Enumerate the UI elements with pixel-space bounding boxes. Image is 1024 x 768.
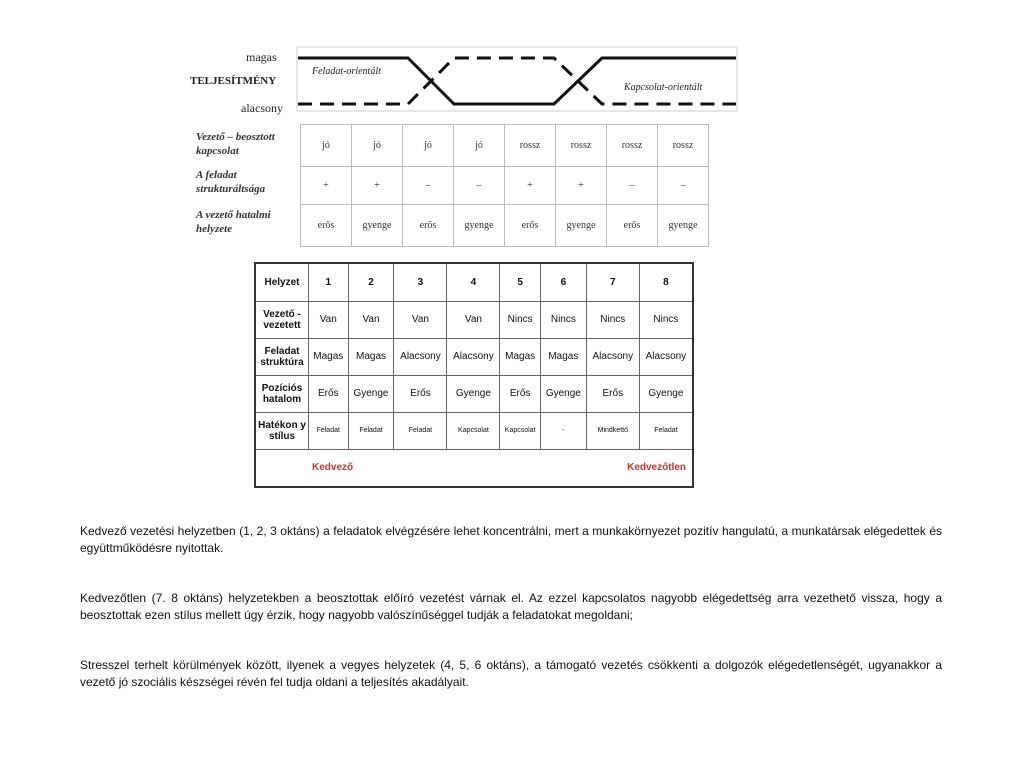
table-cell: Van [394,301,447,338]
table-cell: Gyenge [540,375,586,412]
situation-number: 1 [309,263,349,301]
table-cell: Magas [540,338,586,375]
table-cell: Alacsony [394,338,447,375]
fig-cell: erős [505,205,556,247]
table-cell: Erős [309,375,349,412]
fig-cell: rossz [505,125,556,167]
paragraph-unfavorable: Kedvezőtlen (7. 8 oktáns) helyzetekben a beosztottak előíró vezetést várnak el. Az ezzel kapcsolatos nagyobb elégedettség arra vezethető vissza, hogy a beosztottak ezen stílus mellett úgy érzik, hogy nagyobb valószínűséggel tudják a feladatokat megoldani; [80,591,942,622]
fig-cell: jó [454,125,505,167]
table-cell: Magas [500,338,540,375]
fig-cell: gyenge [658,205,709,247]
table-cell: Van [348,301,394,338]
table-cell: Gyenge [348,375,394,412]
relation-curve-label: Kapcsolat-orientált [624,82,703,93]
fig-row-label-structure: A feladat strukturáltsága [196,169,266,195]
paragraph-favorable: Kedvező vezetési helyzetben (1, 2, 3 oktáns) a feladatok elvégzésére lehet koncentrálni, mert a munkakörnyezet pozitív hangulatú, a munkatársak elégedettek és együttműködésre nyitottak. [80,524,942,555]
table-cell: Alacsony [639,338,693,375]
fig-cell: jó [301,125,352,167]
favorable-label: Kedvező [312,461,354,473]
performance-high-label: magas [246,50,277,64]
situation-number: 7 [586,263,639,301]
style-cell: - [540,412,586,449]
unfavorable-label: Kedvezőtlen [627,461,686,473]
row-label-effective-style: Hatékon y stílus [255,412,309,449]
performance-low-label: alacsony [241,101,283,115]
table-cell: Gyenge [447,375,500,412]
fig-cell: – [607,167,658,205]
row-label-leader-member: Vezető - vezetett [255,301,309,338]
style-cell: Kapcsolat [500,412,540,449]
style-cell: Feladat [639,412,693,449]
style-cell: Feladat [348,412,394,449]
situation-number: 4 [447,263,500,301]
fig-cell: erős [403,205,454,247]
performance-label: TELJESÍTMÉNY [190,75,277,87]
fig-cell: rossz [607,125,658,167]
table-cell: Van [309,301,349,338]
performance-curves [296,46,738,112]
fig-cell: gyenge [352,205,403,247]
fig-cell: erős [301,205,352,247]
task-curve-label: Feladat-orientált [312,66,381,77]
situation-table [254,262,694,488]
table-cell: Alacsony [586,338,639,375]
style-cell: Kapcsolat [447,412,500,449]
fig-cell: + [352,167,403,205]
paragraph-stress: Stresszel terhelt körülmények között, ilyenek a vegyes helyzetek (4, 5, 6 oktáns), a támogató vezetés csökkenti a dolgozók elégedetlenségét, ugyanakkor a vezető jó szociális készségei révén fel tudja oldani a teljesítés akadályait. [80,658,942,689]
fig-cell: – [454,167,505,205]
style-cell: Feladat [309,412,349,449]
fig-row-label-power: A vezető hatalmi helyzete [196,209,271,235]
table-cell: Magas [309,338,349,375]
table-cell: Nincs [500,301,540,338]
table-cell: Erős [500,375,540,412]
fig-cell: + [301,167,352,205]
table-cell: Erős [586,375,639,412]
fig-cell: – [403,167,454,205]
situation-number: 2 [348,263,394,301]
fig-cell: erős [607,205,658,247]
fig-cell: gyenge [556,205,607,247]
table-cell: Magas [348,338,394,375]
table-cell: Van [447,301,500,338]
table-footer [255,449,693,487]
situation-number: 5 [500,263,540,301]
relation-oriented-line [298,58,736,104]
fig-row-label-relation: Vezető – beosztott kapcsolat [196,131,275,157]
situation-number: 3 [394,263,447,301]
situation-number: 8 [639,263,693,301]
situation-number: 6 [540,263,586,301]
fig-cell: jó [352,125,403,167]
fig-cell: + [505,167,556,205]
figure-situation-table [300,124,709,247]
table-cell: Nincs [540,301,586,338]
row-label-task-structure: Feladat struktúra [255,338,309,375]
table-cell: Nincs [639,301,693,338]
table-header-label: Helyzet [255,263,309,301]
fig-cell: gyenge [454,205,505,247]
fig-cell: rossz [556,125,607,167]
table-cell: Nincs [586,301,639,338]
fig-cell: – [658,167,709,205]
table-cell: Erős [394,375,447,412]
fig-cell: + [556,167,607,205]
row-label-position-power: Pozíciós hatalom [255,375,309,412]
style-cell: Mindkettő [586,412,639,449]
fig-cell: jó [403,125,454,167]
fig-cell: rossz [658,125,709,167]
style-cell: Feladat [394,412,447,449]
table-cell: Gyenge [639,375,693,412]
table-cell: Alacsony [447,338,500,375]
task-oriented-line [298,58,736,104]
